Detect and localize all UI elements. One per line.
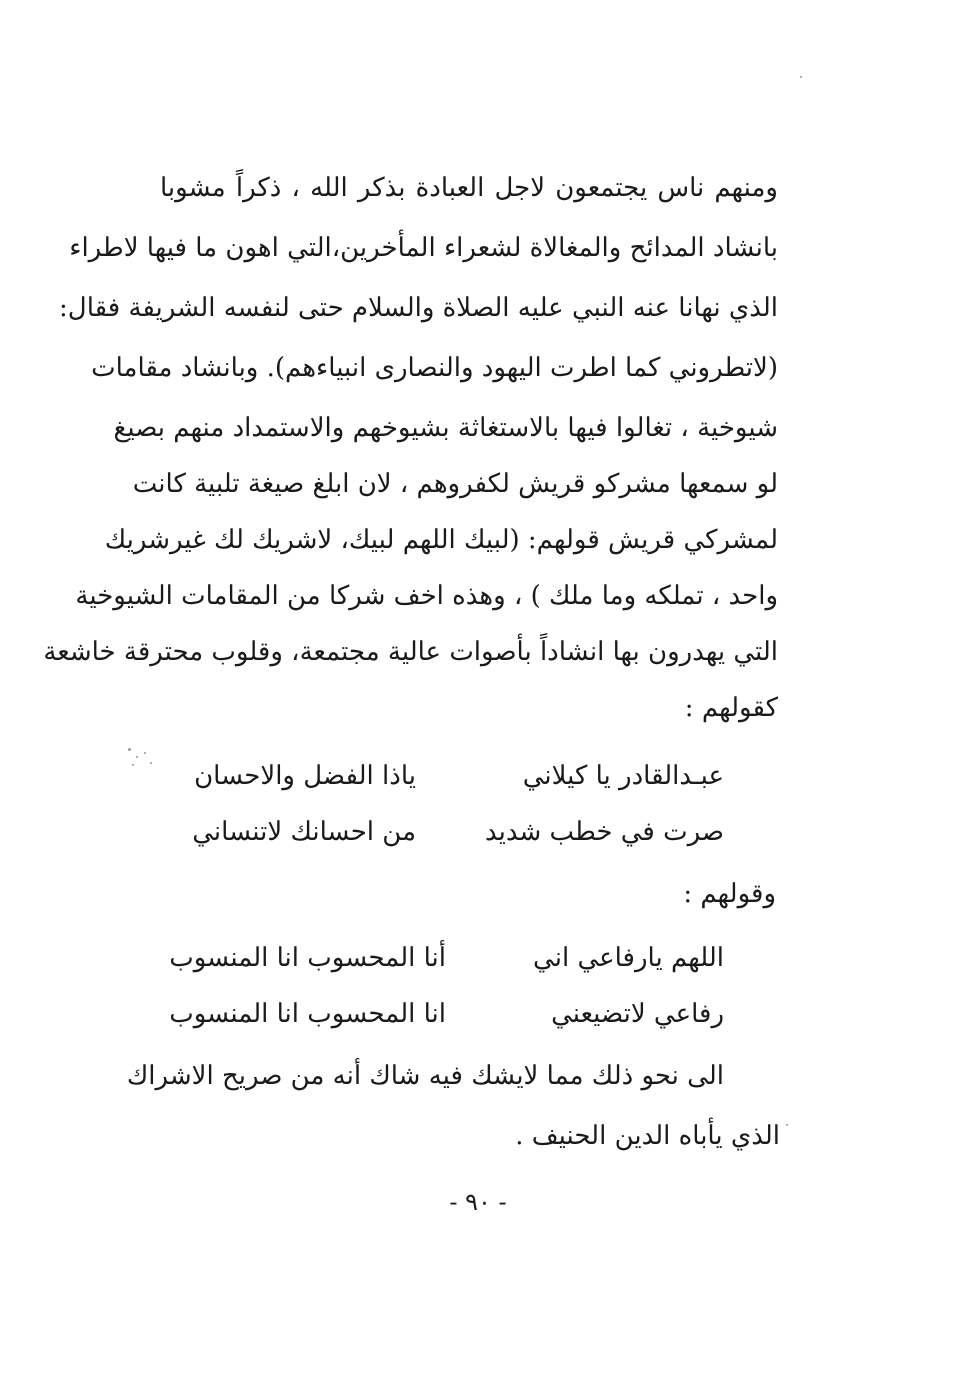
paragraph-line: كقولهم :: [684, 693, 778, 723]
scan-speck: [144, 752, 146, 754]
paragraph-line: ومنهم ناس يجتمعون لاجل العبادة بذكر الله ، ذكراً مشوبا: [160, 173, 778, 203]
paragraph-line: لو سمعها مشركو قريش لكفروهم ، لان ابلغ صيغة تلبية كانت: [132, 469, 778, 499]
verse-right-hemistich: صرت في خطب شديد: [484, 817, 724, 847]
paragraph-line: الذي نهانا عنه النبي عليه الصلاة والسلام حتى لنفسه الشريفة فقال:: [59, 293, 778, 323]
scan-speck: [800, 76, 802, 78]
paragraph-line: الذي يأباه الدين الحنيف .: [515, 1121, 780, 1151]
paragraph-line: (لاتطروني كما اطرت اليهود والنصارى انبياءهم). وبانشاد مقامات: [91, 353, 778, 383]
verse-left-hemistich: من احسانك لاتنساني: [192, 817, 416, 847]
paragraph-line: الى نحو ذلك مما لايشك فيه شاك أنه من صريح الاشراك: [126, 1061, 724, 1091]
scan-speck: [132, 764, 134, 766]
verse-right-hemistich: اللهم يارفاعي اني: [533, 943, 724, 973]
scan-speck: [128, 748, 131, 751]
page-number: - ٩٠ -: [449, 1188, 507, 1216]
verse-left-hemistich: ياذا الفضل والاحسان: [194, 761, 416, 791]
scan-speck: [136, 756, 138, 758]
verse-left-hemistich: انا المحسوب انا المنسوب: [169, 999, 446, 1029]
verse-intro: وقولهم :: [683, 879, 776, 909]
paragraph-line: واحد ، تملكه وما ملك ) ، وهذه اخف شركا من المقامات الشيوخية: [75, 581, 778, 611]
paragraph-line: التي يهدرون بها انشاداً بأصوات عالية مجتمعة، وقلوب محترقة خاشعة: [43, 637, 778, 667]
paragraph-line: لمشركي قريش قولهم: (لبيك اللهم لبيك، لاشريك لك غيرشريك: [104, 525, 778, 555]
paragraph-line: شيوخية ، تغالوا فيها بالاستغاثة بشيوخهم والاستمداد منهم بصيغ: [113, 413, 778, 443]
verse-right-hemistich: رفاعي لاتضيعني: [551, 999, 724, 1029]
verse-right-hemistich: عبـدالقادر يا كيلاني: [522, 761, 724, 791]
scan-speck: [786, 1124, 788, 1126]
verse-left-hemistich: أنا المحسوب انا المنسوب: [169, 943, 446, 973]
scan-speck: [150, 762, 152, 764]
paragraph-line: بانشاد المدائح والمغالاة لشعراء المأخرين،التي اهون ما فيها لاطراء: [69, 233, 778, 263]
